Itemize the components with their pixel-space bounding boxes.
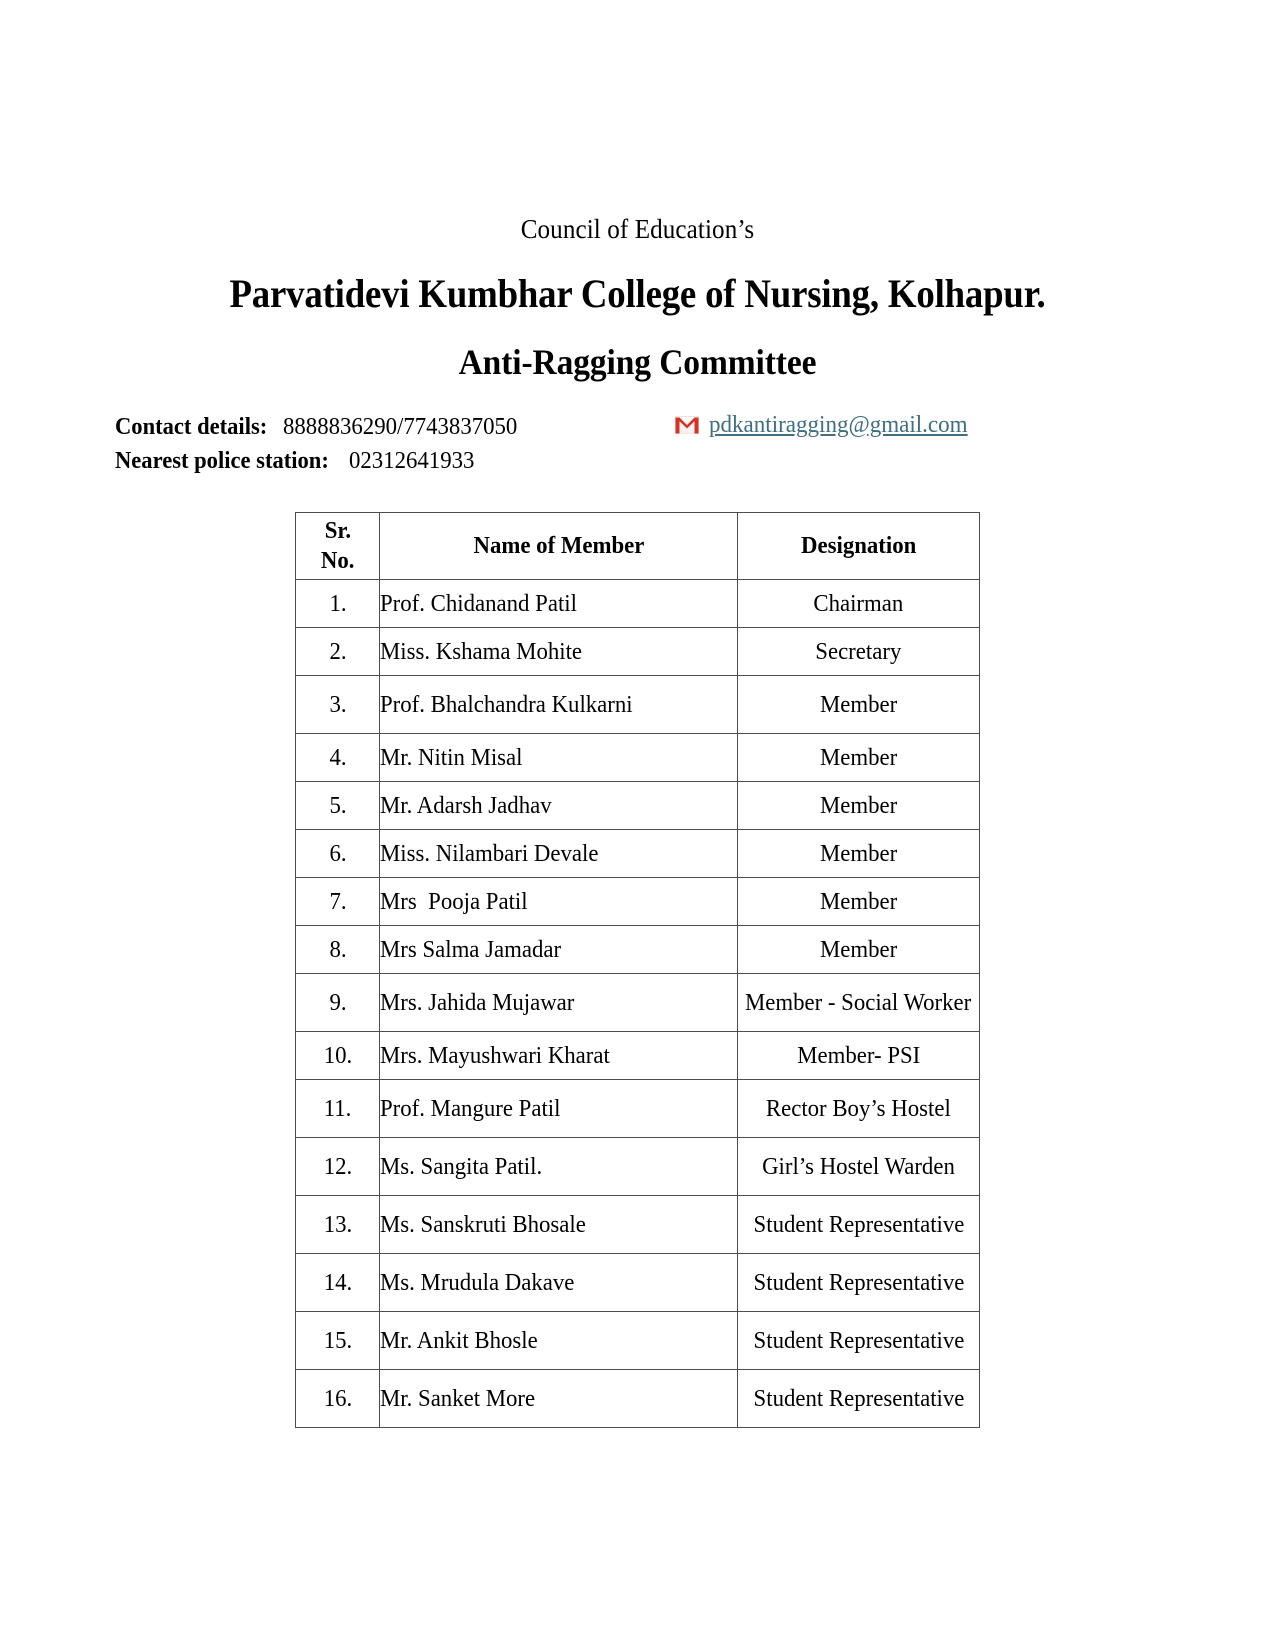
sr-no-value: 13. bbox=[323, 1211, 352, 1238]
table-header-row bbox=[296, 513, 980, 580]
table-row bbox=[296, 1312, 980, 1370]
table-row bbox=[296, 1032, 980, 1080]
column-header-sr-line2: No. bbox=[320, 548, 355, 574]
nearest-police-station-label: Nearest police station: bbox=[115, 448, 329, 474]
cell-member-name bbox=[380, 628, 738, 676]
council-line: Council of Education’s bbox=[520, 214, 755, 244]
member-name-value: Ms. Sangita Patil. bbox=[380, 1153, 543, 1180]
cell-designation bbox=[738, 1138, 980, 1196]
designation-value: Member bbox=[819, 840, 898, 867]
member-name-value: Mrs. Jahida Mujawar bbox=[380, 989, 575, 1016]
designation-value: Member bbox=[819, 744, 898, 771]
sr-no-value: 2. bbox=[328, 638, 347, 665]
designation-value: Member bbox=[819, 691, 898, 718]
cell-sr-no bbox=[296, 974, 380, 1032]
sr-no-value: 9. bbox=[328, 989, 347, 1016]
cell-designation bbox=[738, 1370, 980, 1428]
cell-sr-no bbox=[296, 1080, 380, 1138]
designation-value: Member bbox=[819, 888, 898, 915]
member-name-value: Mr. Adarsh Jadhav bbox=[380, 792, 552, 819]
table-row bbox=[296, 830, 980, 878]
cell-member-name bbox=[380, 1370, 738, 1428]
contact-details-label: Contact details: bbox=[115, 414, 268, 440]
member-name-value: Mr. Ankit Bhosle bbox=[380, 1327, 538, 1354]
gmail-icon bbox=[675, 416, 699, 434]
member-name-value: Miss. Nilambari Devale bbox=[380, 840, 599, 867]
contact-details-block bbox=[115, 410, 1160, 478]
designation-value: Student Representative bbox=[753, 1269, 964, 1296]
member-name-value: Miss. Kshama Mohite bbox=[380, 638, 583, 665]
table-row bbox=[296, 734, 980, 782]
table-row bbox=[296, 1196, 980, 1254]
table-row bbox=[296, 580, 980, 628]
committee-table bbox=[295, 512, 980, 1428]
cell-designation bbox=[738, 926, 980, 974]
cell-designation bbox=[738, 1254, 980, 1312]
designation-value: Member bbox=[819, 792, 898, 819]
table-header bbox=[296, 513, 980, 580]
cell-designation bbox=[738, 734, 980, 782]
cell-designation bbox=[738, 878, 980, 926]
email-contact[interactable] bbox=[675, 408, 978, 442]
table-row bbox=[296, 676, 980, 734]
email-link[interactable]: pdkantiragging@gmail.com bbox=[709, 412, 968, 438]
table-row bbox=[296, 1080, 980, 1138]
table-row bbox=[296, 1370, 980, 1428]
cell-member-name bbox=[380, 1080, 738, 1138]
cell-sr-no bbox=[296, 676, 380, 734]
cell-member-name bbox=[380, 676, 738, 734]
member-name-value: Ms. Mrudula Dakave bbox=[380, 1269, 575, 1296]
column-header-designation: Designation bbox=[738, 513, 980, 580]
sr-no-value: 12. bbox=[323, 1153, 352, 1180]
committee-title: Anti-Ragging Committee bbox=[458, 342, 817, 382]
sr-no-value: 3. bbox=[328, 691, 347, 718]
police-station-number: 02312641933 bbox=[348, 448, 474, 474]
member-name-value: Prof. Mangure Patil bbox=[380, 1095, 561, 1122]
sr-no-value: 10. bbox=[323, 1042, 352, 1069]
member-name-value: Mrs. Mayushwari Kharat bbox=[380, 1042, 610, 1069]
designation-value: Member bbox=[819, 936, 898, 963]
member-name-value: Mr. Nitin Misal bbox=[380, 744, 523, 771]
sr-no-value: 14. bbox=[323, 1269, 352, 1296]
cell-designation bbox=[738, 782, 980, 830]
cell-designation bbox=[738, 676, 980, 734]
cell-designation bbox=[738, 1032, 980, 1080]
college-title: Parvatidevi Kumbhar College of Nursing, Kolhapur. bbox=[229, 271, 1046, 316]
cell-member-name bbox=[380, 1254, 738, 1312]
sr-no-value: 15. bbox=[323, 1327, 352, 1354]
cell-member-name bbox=[380, 878, 738, 926]
table-row bbox=[296, 1254, 980, 1312]
cell-member-name bbox=[380, 830, 738, 878]
table-row bbox=[296, 878, 980, 926]
column-header-name: Name of Member bbox=[380, 513, 738, 580]
cell-sr-no bbox=[296, 782, 380, 830]
designation-value: Secretary bbox=[815, 638, 902, 665]
member-name-value: Ms. Sanskruti Bhosale bbox=[380, 1211, 586, 1238]
column-header-sr-no bbox=[296, 513, 380, 580]
cell-member-name bbox=[380, 734, 738, 782]
table-row bbox=[296, 782, 980, 830]
cell-sr-no bbox=[296, 1254, 380, 1312]
cell-designation bbox=[738, 580, 980, 628]
table-row bbox=[296, 628, 980, 676]
cell-designation bbox=[738, 628, 980, 676]
designation-value: Girl’s Hostel Warden bbox=[762, 1153, 955, 1180]
designation-value: Member - Social Worker bbox=[745, 989, 972, 1016]
designation-value: Student Representative bbox=[753, 1385, 964, 1412]
cell-member-name bbox=[380, 1032, 738, 1080]
designation-value: Rector Boy’s Hostel bbox=[766, 1095, 951, 1122]
sr-no-value: 1. bbox=[328, 590, 347, 617]
cell-sr-no bbox=[296, 1196, 380, 1254]
designation-value: Student Representative bbox=[753, 1327, 964, 1354]
designation-value: Student Representative bbox=[753, 1211, 964, 1238]
cell-member-name bbox=[380, 1312, 738, 1370]
cell-member-name bbox=[380, 782, 738, 830]
cell-member-name bbox=[380, 1196, 738, 1254]
cell-sr-no bbox=[296, 1032, 380, 1080]
police-row bbox=[115, 444, 1160, 478]
cell-designation bbox=[738, 1080, 980, 1138]
member-name-value: Prof. Chidanand Patil bbox=[380, 590, 577, 617]
cell-designation bbox=[738, 830, 980, 878]
column-header-sr-line1: Sr. bbox=[324, 518, 351, 544]
sr-no-value: 6. bbox=[328, 840, 347, 867]
cell-sr-no bbox=[296, 580, 380, 628]
cell-sr-no bbox=[296, 1312, 380, 1370]
contact-phone-numbers: 8888836290/7743837050 bbox=[282, 414, 518, 440]
designation-value: Chairman bbox=[813, 590, 904, 617]
sr-no-value: 4. bbox=[328, 744, 347, 771]
cell-sr-no bbox=[296, 734, 380, 782]
cell-sr-no bbox=[296, 1138, 380, 1196]
member-name-value: Prof. Bhalchandra Kulkarni bbox=[380, 691, 633, 718]
cell-sr-no bbox=[296, 878, 380, 926]
table-row bbox=[296, 1138, 980, 1196]
cell-designation bbox=[738, 1312, 980, 1370]
cell-member-name bbox=[380, 974, 738, 1032]
cell-member-name bbox=[380, 580, 738, 628]
sr-no-value: 8. bbox=[328, 936, 347, 963]
document-heading bbox=[115, 0, 1160, 384]
table-row bbox=[296, 974, 980, 1032]
sr-no-value: 11. bbox=[323, 1095, 352, 1122]
sr-no-value: 5. bbox=[328, 792, 347, 819]
cell-designation bbox=[738, 1196, 980, 1254]
designation-value: Member- PSI bbox=[796, 1042, 921, 1069]
cell-member-name bbox=[380, 1138, 738, 1196]
contact-row bbox=[115, 410, 1160, 444]
member-name-value: Mr. Sanket More bbox=[380, 1385, 536, 1412]
cell-sr-no bbox=[296, 628, 380, 676]
table-row bbox=[296, 926, 980, 974]
cell-designation bbox=[738, 974, 980, 1032]
member-name-value: Mrs Salma Jamadar bbox=[380, 936, 562, 963]
cell-member-name bbox=[380, 926, 738, 974]
cell-sr-no bbox=[296, 926, 380, 974]
cell-sr-no bbox=[296, 1370, 380, 1428]
table-body bbox=[296, 580, 980, 1428]
sr-no-value: 7. bbox=[328, 888, 347, 915]
sr-no-value: 16. bbox=[323, 1385, 352, 1412]
committee-table-wrap bbox=[115, 512, 1160, 1428]
cell-sr-no bbox=[296, 830, 380, 878]
member-name-value: Mrs Pooja Patil bbox=[380, 888, 528, 915]
